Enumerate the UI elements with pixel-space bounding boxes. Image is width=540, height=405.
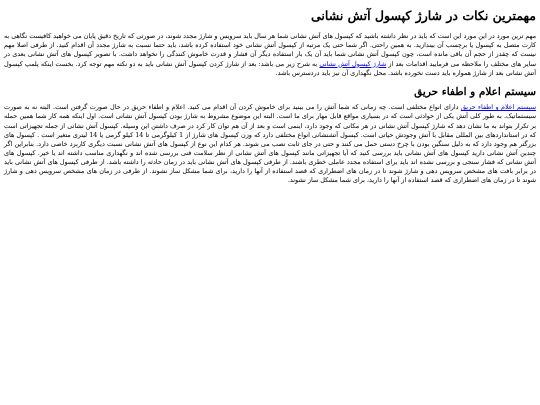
section-body-text: دارای انواع مختلفی است. چه زمانی که شما آتش را می بینید برای خاموش کردن آن اقدام می کنید. اعلام و اطفاء حریق در حال صورت گرفتن است. البته نه به صورت سیستماتیک. به طور کلی آتش یکی از حوادثی است که در بسیاری مواقع قابل مهار برای ما است. البته این موضوع مشروط به شارژ بودن کپسول آتش نشانی است. اول اینکه همه کار شما همین حمله بر تکرار بتواند به ما نشان دهد که شارژ کپسول آتش نشانی در هر مکانی که وجود دارد، اینمی است و بعد از آن هم توان کار کرد در صرف داشتن این وسیله. کپسول آتش نشانی از جمله تجهیزاتی است که در استانداردهای بین المللی مقابل با آتش وجودش حیاتی است. کپسول آتشنشانی انواع مختلفی دارد که وزن کپسول های شارژ از 1 کیلوگرمی تا 14 کیلو گرمی یا 14 لیتری متغیر است . کپسول های بزرگتر هم وجود دارد که به دلیل سنگین بودن با چرخ دستی حمل می کنند و حتی در جای ثابت نصب می شوند. هر کدام این نوع از کپسول های آتش نشانی نسبت دیگری کاربرد خاصی دارد. بنابراین اگر چندین آتش نشانی دارید کپسول های آتش نشانی باید بررسی کنید که آیا تجهیزاتی مانند کپسول های آتش نشانی از نظر سلامت فنی بررسی شده اند و نگهداری مناسب داشته اند یا خیر. کپسول های آتش نشانی که فشار سنجی و بررسی نشده اند باید برای استفاده مجدد عاملی خطری باشند. از طرفی کپسول های آتش نشانی باید در زمان حادثه را داشته باشد. از طرفی کپسول های آتش نشانی باید در برابر بافت های مشخص سرویس دهی و شارژ شوند تا در زمان های اضطراری که قصد استفاده از آنها را دارید، برای شما مشکل ساز نشوند. از طرفی در زمان های مشخص سرویس دهی و شارژ شوند تا در زمان های اضطراری که قصد استفاده از آنها را دارید، برای شما مشکل ساز نشوند.	[4, 103, 536, 185]
intro-text-part1: مهم ترین مورد در این مورد این است که باید در نظر داشته باشید که کپسول های آتش نشانی شما هر سال باید سرویس و شارژ مجدد شوند، در صورتی که تاریخ دقیق پایان می خواهید کافیست نگاهی به کارت متصل به کپسول یا برچسب آن بیندازید. به همین راحتی. اگر شما حتی یک مرتبه از کپسول آتش نشانی خود استفاده کرده باشد، باید حتما نسبت به شارژ مجدد آن اقدام کنید. از طرفی اصلا مهم نیست که چقدر از حجم آن باقی مانده است، چون کپسول آتش نشانی شما باید آن یک بار استفاده دیگر آن فشار و قدرت خاموش کنندگی را نخواهد داشت. با تصویر کپسول های آتش نشانی بعدی در سایر های مختلف را ملاحظه می فرمایید اقدامات بعد از	[3, 32, 536, 68]
section-heading: سیستم اعلام و اطفاء حریق	[414, 85, 536, 98]
fire-alarm-system-link[interactable]: سیستم اعلام و اطفاء حریق	[460, 103, 536, 112]
page-title: مهمترین نکات در شارژ کپسول آتش نشانی	[310, 8, 536, 23]
intro-paragraph	[4, 32, 536, 77]
section-paragraph	[4, 103, 536, 185]
intro-text-part2: به شرح زیر می باشد: بعد از شارژ کردن کپسول آتش نشانی باید به دو نکته مهم توجه کرد. بخست اینکه پلمپ کپسول آتش نشانی بعد از شارژ همواره باید دست نخورده باشد. محل نگهداری آن نیز باید دردسترس باشد.	[4, 59, 536, 77]
charge-extinguisher-link[interactable]: شارژ کپسول آتش نشانی	[319, 59, 387, 68]
article	[0, 0, 540, 185]
